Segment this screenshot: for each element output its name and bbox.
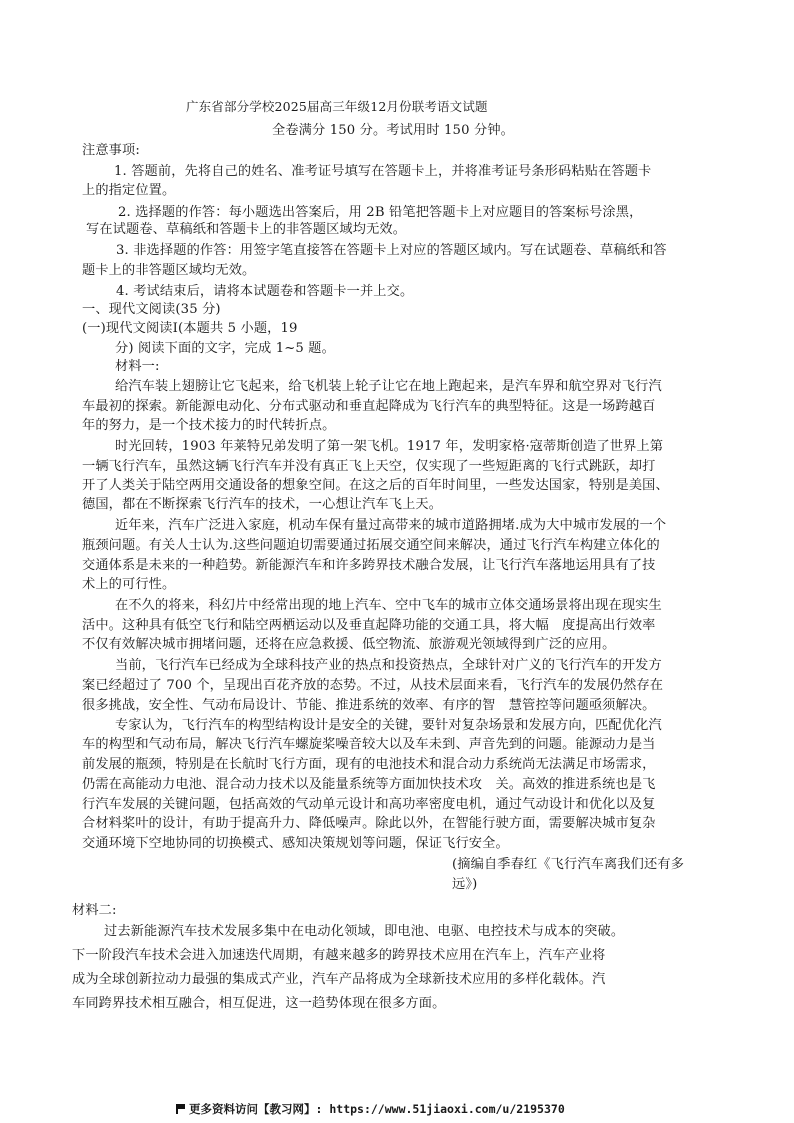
paragraph-line: 术上的可行性。 bbox=[82, 577, 176, 592]
paragraph-line: 很多挑战，安全性、气动布局设计、节能、推进系统的效率、有序的智 慧管控等问题亟须解决。 bbox=[82, 698, 656, 713]
paragraph-line: 瓶颈问题。有关人士认为.这些问题迫切需要通过拓展交通空间来解决，通过飞行汽车构建立体化的 bbox=[82, 538, 660, 553]
paragraph-line: 车的构型和气动布局，解决飞行汽车螺旋桨噪音较大以及车未到、声音先到的问题。能源动力是当 bbox=[82, 737, 656, 752]
notice-item-3-cont: 题卡上的非答题区域均无效。 bbox=[82, 263, 256, 278]
source-citation: (摘编自季春红《飞行汽车离我们还有多 bbox=[452, 857, 685, 872]
paragraph-line: 交通环境下空地协同的切换模式、感知决策规划等问题，保证飞行安全。 bbox=[82, 836, 509, 851]
paragraph-line: 开了人类关于陆空两用交通设备的想象空间。在这之后的百年时间里，一些发达国家，特别是美国、 bbox=[82, 478, 669, 493]
flag-icon bbox=[176, 1104, 185, 1114]
exam-subtitle: 全卷满分 150 分。考试用时 150 分钟。 bbox=[272, 123, 514, 138]
notice-item-2: 2. 选择题的作答：每小题选出答案后，用 2B 铅笔把答题卡上对应题目的答案标号涂黑， bbox=[118, 205, 643, 220]
paragraph-line: 一辆飞行汽车，虽然这辆飞行汽车并没有真正飞上天空，仅实现了一些短距离的飞行式跳跃，却打 bbox=[82, 459, 656, 474]
subsection-heading-cont: 分) 阅读下面的文字，完成 1~5 题。 bbox=[115, 341, 335, 356]
notice-item-3: 3. 非选择题的作答：用签字笔直接答在答题卡上对应的答题区域内。写在试题卷、草稿纸和答 bbox=[116, 243, 667, 258]
paragraph-line: 在不久的将来，科幻片中经常出现的地上汽车、空中飞车的城市立体交通场景将出现在现实生 bbox=[115, 598, 662, 613]
paragraph-line: 车最初的探索。新能源电动化、分布式驱动和垂直起降成为飞行汽车的典型特征。这是一场跨越百 bbox=[82, 399, 656, 414]
paragraph-line: 行汽车发展的关键问题，包括高效的气动单元设计和高功率密度电机，通过气动设计和优化以及复 bbox=[82, 797, 656, 812]
paragraph-line: 前发展的瓶颈，特别是在长航时飞行方面，现有的电池技术和混合动力系统尚无法满足市场需求， bbox=[82, 757, 656, 772]
paragraph-line: 专家认为，飞行汽车的构型结构设计是安全的关键，要针对复杂场景和发展方向，匹配优化汽 bbox=[115, 718, 662, 733]
material-1-label: 材料一: bbox=[115, 359, 160, 374]
paragraph-line: 年的努力，是一个技术接力的时代转折点。 bbox=[82, 418, 336, 433]
notice-item-1-cont: 上的指定位置。 bbox=[82, 183, 176, 198]
paragraph-line: 时光回转，1903 年莱特兄弟发明了第一架飞机。1917 年，发明家格·寇蒂斯创造了世界上第 bbox=[115, 439, 664, 454]
paragraph-line: 成为全球创新拉动力最强的集成式产业，汽车产品将成为全球新技术应用的多样化载体。汽 bbox=[72, 972, 606, 987]
subsection-heading: (一)现代文阅读Ⅰ(本题共 5 小题，19 bbox=[82, 321, 298, 336]
paragraph-line: 车同跨界技术相互融合，相互促进，这一趋势体现在很多方面。 bbox=[72, 996, 446, 1011]
section-heading: 一、现代文阅读(35 分) bbox=[82, 302, 221, 317]
footer-text[interactable]: 更多资料访问【教习网】: https://www.51jiaoxi.com/u/2195370 bbox=[189, 1102, 565, 1116]
paragraph-line: 当前，飞行汽车已经成为全球科技产业的热点和投资热点，全球针对广义的飞行汽车的开发方 bbox=[115, 658, 662, 673]
paragraph-line: 交通体系是未来的一种趋势。新能源汽车和许多跨界技术融合发展，让飞行汽车落地运用具有了技 bbox=[82, 558, 656, 573]
paragraph-line: 下一阶段汽车技术会进入加速迭代周期，有越来越多的跨界技术应用在汽车上，汽车产业将 bbox=[72, 948, 606, 963]
notice-item-2-cont: 写在试题卷、草稿纸和答题卡上的非答题区域均无效。 bbox=[86, 222, 407, 237]
exam-title: 广东省部分学校2025届高三年级12月份联考语文试题 bbox=[186, 99, 488, 114]
paragraph-line: 案已经超过了 700 个，呈现出百花齐放的态势。不过，从技术层面来看，飞行汽车的发展仍然存在 bbox=[82, 678, 664, 693]
paragraph-line: 近年来，汽车广泛进入家庭，机动车保有量过高带来的城市道路拥堵.成为大中城市发展的一个 bbox=[115, 518, 667, 533]
notice-item-4: 4. 考试结束后，请将本试题卷和答题卡一并上交。 bbox=[116, 284, 414, 299]
paragraph-line: 不仅有效解决城市拥堵问题，还将在应急救援、低空物流、旅游观光领域得到广泛的应用。 bbox=[82, 637, 616, 652]
paragraph-line: 合材料桨叶的设计，有助于提高升力、降低噪声。除此以外，在智能行驶方面，需要解决城市复杂 bbox=[82, 816, 656, 831]
paragraph-line: 活中。这种具有低空飞行和陆空两栖运动以及垂直起降功能的交通工具，将大幅 度提高出行效率 bbox=[82, 618, 656, 633]
footer-link[interactable] bbox=[176, 1102, 565, 1116]
paragraph-line: 过去新能源汽车技术发展多集中在电动化领域，即电池、电驱、电控技术与成本的突破。 bbox=[104, 924, 625, 939]
paragraph-line: 仍需在高能动力电池、混合动力技术以及能量系统等方面加快技术攻 关。高效的推进系统也是飞 bbox=[82, 777, 656, 792]
notice-heading: 注意事项: bbox=[82, 143, 140, 158]
material-2-label: 材料二: bbox=[72, 903, 117, 918]
source-citation-cont: 远》) bbox=[452, 877, 478, 892]
paragraph-line: 德国，都在不断探索飞行汽车的技术，一心想让汽车飞上天。 bbox=[82, 497, 443, 512]
paragraph-line: 给汽车装上翅膀让它飞起来，给飞机装上轮子让它在地上跑起来，是汽车界和航空界对飞行汽 bbox=[115, 379, 662, 394]
notice-item-1: 1. 答题前，先将自己的姓名、准考证号填写在答题卡上，并将准考证号条形码粘贴在答题卡 bbox=[114, 164, 652, 179]
